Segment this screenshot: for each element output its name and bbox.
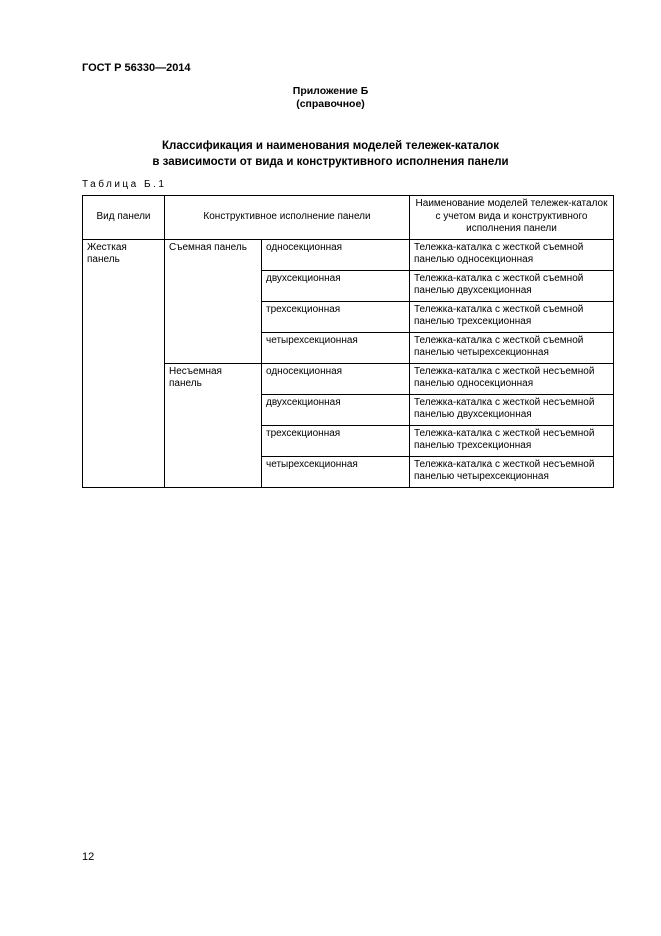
table-caption: Таблица Б.1 <box>82 179 167 190</box>
model-cell: Тележка-каталка с жесткой несъемной панелью односекционная <box>410 363 614 394</box>
model-cell: Тележка-каталка с жесткой несъемной панелью четырехсекционная <box>410 456 614 487</box>
appendix-heading <box>0 85 661 111</box>
section-cell: двухсекционная <box>262 270 410 301</box>
appendix-title: Приложение Б <box>292 85 369 97</box>
section-cell: трехсекционная <box>262 425 410 456</box>
section-cell: односекционная <box>262 363 410 394</box>
section-cell: односекционная <box>262 239 410 270</box>
model-cell: Тележка-каталка с жесткой съемной панелью четырехсекционная <box>410 332 614 363</box>
model-cell: Тележка-каталка с жесткой несъемной панелью трехсекционная <box>410 425 614 456</box>
model-cell: Тележка-каталка с жесткой съемной панелью односекционная <box>410 239 614 270</box>
execution-cell: Съемная панель <box>165 239 262 363</box>
section-cell: четырехсекционная <box>262 456 410 487</box>
execution-cell: Несъемная панель <box>165 363 262 487</box>
header-execution: Конструктивное исполнение панели <box>165 196 410 240</box>
table-container <box>82 195 613 488</box>
table-row <box>83 239 614 270</box>
page-title-line2: в зависимости от вида и конструктивного исполнения панели <box>152 155 509 168</box>
page-number: 12 <box>82 851 95 863</box>
model-cell: Тележка-каталка с жесткой съемной панелью двухсекционная <box>410 270 614 301</box>
section-cell: трехсекционная <box>262 301 410 332</box>
header-model-name: Наименование моделей тележек-каталок с учетом вида и конструктивного исполнения панели <box>410 196 614 240</box>
model-cell: Тележка-каталка с жесткой съемной панелью трехсекционная <box>410 301 614 332</box>
page-title-line1: Классификация и наименования моделей тележек-каталок <box>162 140 499 152</box>
appendix-subtitle: (справочное) <box>296 98 365 111</box>
header-panel-type: Вид панели <box>83 196 165 240</box>
classification-table <box>82 195 614 488</box>
table-header-row <box>83 196 614 240</box>
section-cell: двухсекционная <box>262 394 410 425</box>
panel-type-cell: Жесткая панель <box>83 239 165 487</box>
doc-number: ГОСТ Р 56330—2014 <box>82 62 191 74</box>
section-cell: четырехсекционная <box>262 332 410 363</box>
model-cell: Тележка-каталка с жесткой несъемной панелью двухсекционная <box>410 394 614 425</box>
page-title <box>0 139 661 170</box>
